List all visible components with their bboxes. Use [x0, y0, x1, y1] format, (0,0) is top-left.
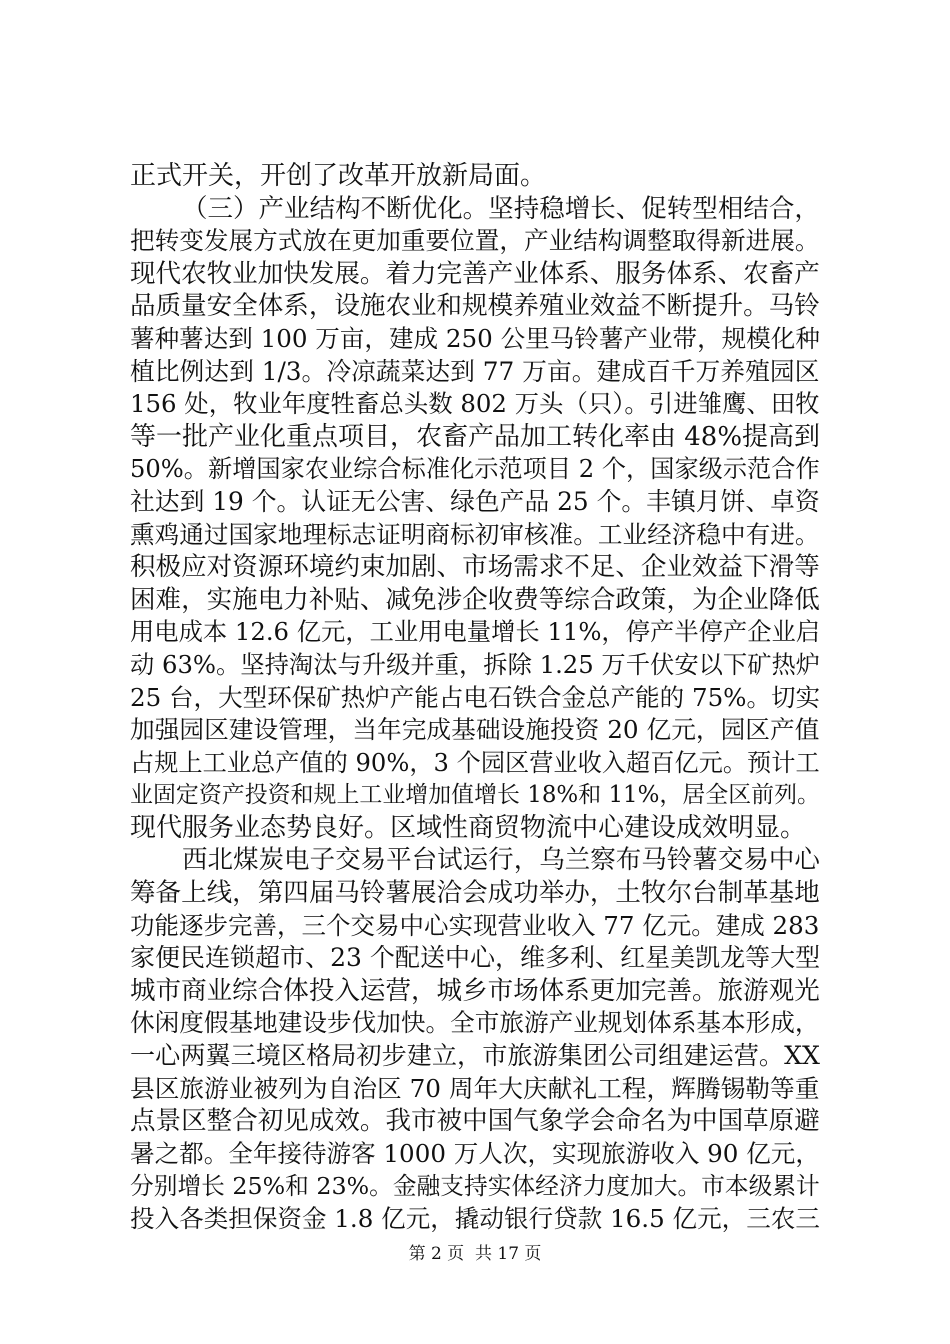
text-line: 加强园区建设管理，当年完成基础设施投资 20 亿元，园区产值 [130, 715, 820, 745]
text-line: 动 63%。坚持淘汰与升级并重，拆除 1.25 万千伏安以下矿热炉 [130, 649, 821, 679]
text-line: 把转变发展方式放在更加重要位置，产业结构调整取得新进展。 [130, 226, 820, 256]
text-line: 正式开关，开创了改革开放新局面。 [130, 161, 547, 191]
text-line: 积极应对资源环境约束加剧、市场需求不足、企业效益下滑等 [130, 552, 820, 583]
text-line: 等一批产业化重点项目，农畜产品加工转化率由 48%提高到 [130, 421, 821, 452]
text-line: 品质量安全体系，设施农业和规模养殖业效益不断提升。马铃 [130, 291, 820, 322]
text-line: 点景区整合初见成效。我市被中国气象学会命名为中国草原避 [130, 1106, 820, 1137]
text-line: 植比例达到 1/3。冷凉蔬菜达到 77 万亩。建成百千万养殖园区 [130, 356, 820, 386]
text-line: 县区旅游业被列为自治区 70 周年大庆献礼工程，辉腾锡勒等重 [130, 1073, 820, 1103]
text-line: 156 处，牧业年度牲畜总头数 802 万头（只）。引进雏鹰、田牧 [130, 389, 820, 419]
text-line: 薯种薯达到 100 万亩，建成 250 公里马铃薯产业带，规模化种 [130, 323, 820, 353]
page-footer [0, 1243, 950, 1265]
paragraph [130, 193, 820, 845]
text-line: 城市商业综合体投入运营，城乡市场体系更加完善。旅游观光 [130, 975, 820, 1006]
text-line: 业固定资产投资和规上工业增加值增长 18%和 11%，居全区前列。 [130, 782, 820, 809]
paragraph [130, 844, 820, 1235]
text-line: 西北煤炭电子交易平台试运行，乌兰察布马铃薯交易中心 [182, 845, 820, 876]
text-line: 一心两翼三境区格局初步建立，市旅游集团公司组建运营。XX [130, 1041, 820, 1071]
text-line: 用电成本 12.6 亿元，工业用电量增长 11%，停产半停产企业启 [130, 617, 821, 647]
text-line: 分别增长 25%和 23%。金融支持实体经济力度加大。市本级累计 [130, 1172, 820, 1201]
text-line: 投入各类担保资金 1.8 亿元，撬动银行贷款 16.5 亿元，三农三 [130, 1204, 820, 1233]
text-line: （三）产业结构不断优化。坚持稳增长、促转型相结合， [182, 193, 820, 224]
text-line: 25 台，大型环保矿热炉产能占电石铁合金总产能的 75%。切实 [130, 682, 821, 712]
text-line: 占规上工业总产值的 90%，3 个园区营业收入超百亿元。预计工 [130, 748, 820, 777]
text-line: 暑之都。全年接待游客 1000 万人次，实现旅游收入 90 亿元， [130, 1138, 820, 1168]
text-line: 现代服务业态势良好。区域性商贸物流中心建设成效明显。 [130, 812, 807, 843]
page-number-label: 第 2 页 共 17 页 [408, 1244, 542, 1264]
text-line: 50%。新增国家农业综合标准化示范项目 2 个，国家级示范合作 [130, 455, 820, 484]
text-line: 社达到 19 个。认证无公害、绿色产品 25 个。丰镇月饼、卓资 [130, 486, 820, 516]
text-line: 现代农牧业加快发展。着力完善产业体系、服务体系、农畜产 [130, 258, 820, 289]
text-line: 筹备上线，第四届马铃薯展洽会成功举办，土牧尔台制革基地 [130, 878, 820, 909]
text-line: 休闲度假基地建设步伐加快。全市旅游产业规划体系基本形成， [130, 1008, 820, 1038]
text-line: 困难，实施电力补贴、减免涉企收费等综合政策，为企业降低 [130, 584, 820, 615]
text-line: 熏鸡通过国家地理标志证明商标初审核准。工业经济稳中有进。 [130, 519, 820, 549]
text-line: 家便民连锁超市、23 个配送中心，维多利、红星美凯龙等大型 [130, 943, 821, 973]
document-body [130, 160, 820, 1236]
paragraph [130, 160, 820, 193]
text-line: 功能逐步完善，三个交易中心实现营业收入 77 亿元。建成 283 [130, 910, 820, 940]
